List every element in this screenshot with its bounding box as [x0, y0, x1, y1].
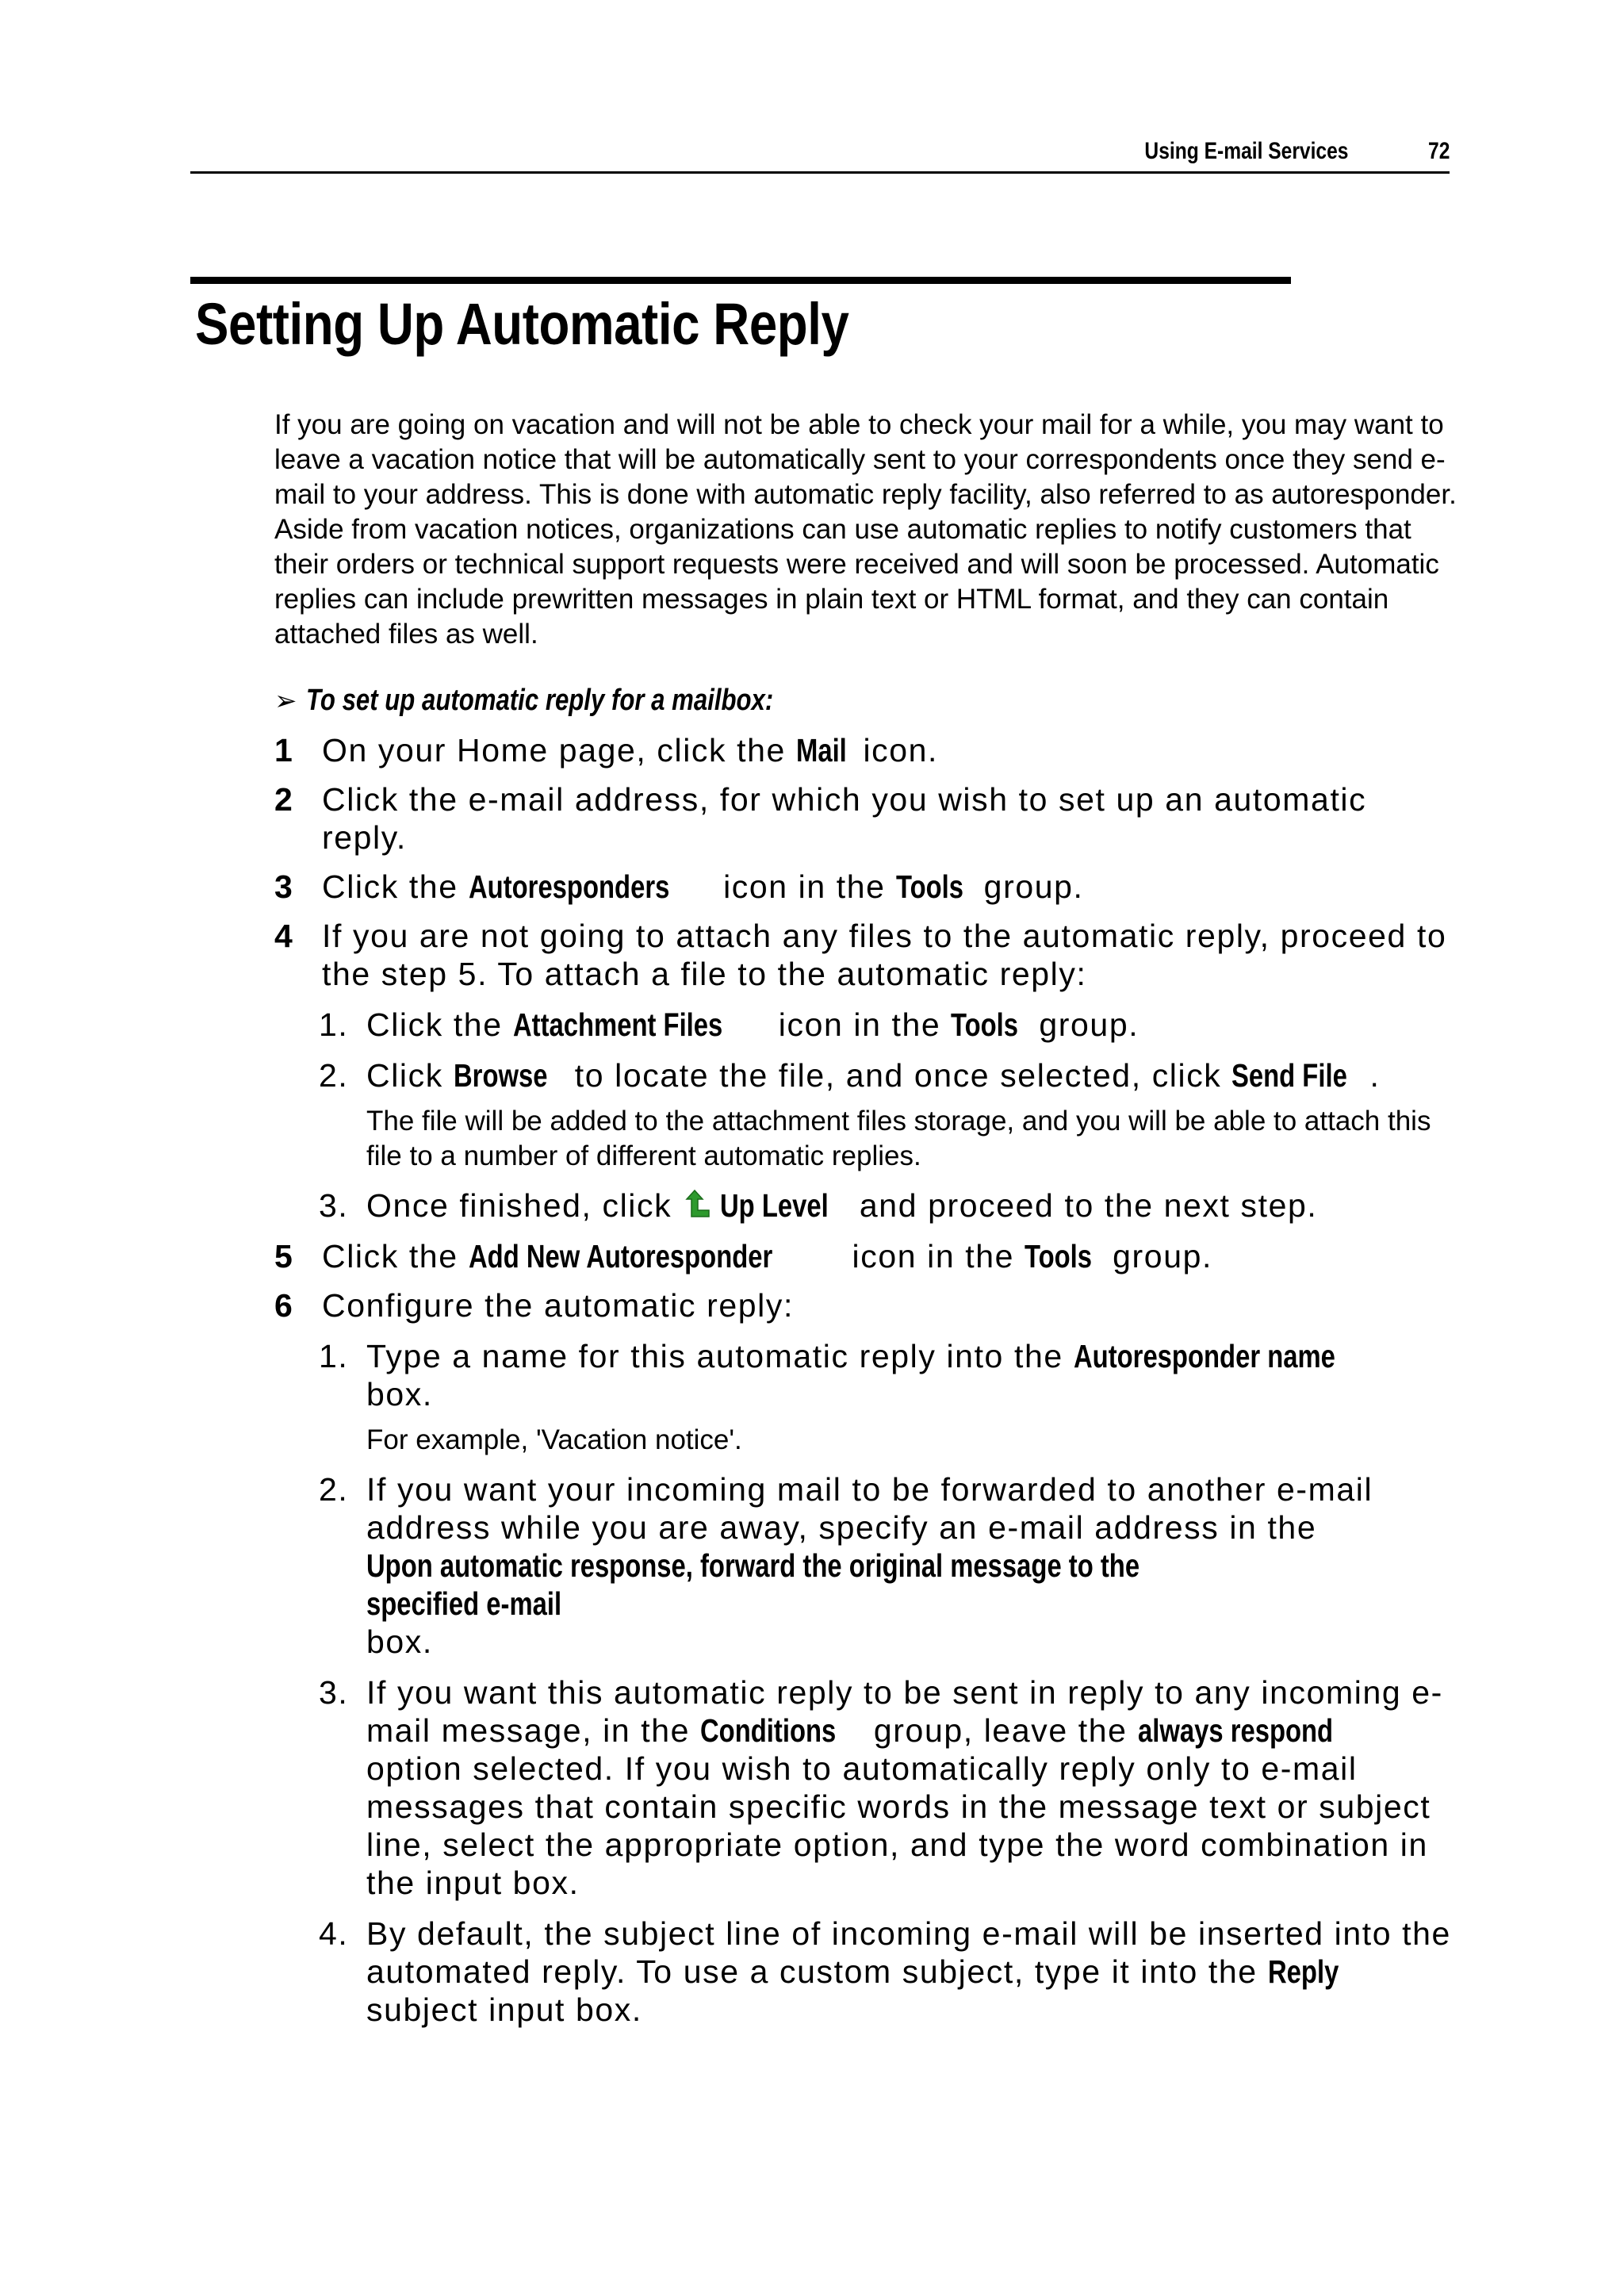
step-number: 5 — [274, 1238, 293, 1274]
sub-step-number: 3. — [319, 1674, 349, 1711]
title-rule — [190, 277, 1291, 284]
step-text: to locate the file, and once selected, click — [564, 1057, 1232, 1094]
note-text: The file will be added to the attachment files storage, and you will be able to attach this file to a number of different automatic replies. — [366, 1106, 1431, 1171]
step-number: 6 — [274, 1287, 293, 1324]
sub-step — [274, 1915, 1456, 2029]
sub-step-number: 2. — [319, 1471, 349, 1508]
step — [274, 917, 1456, 993]
step-text: group, leave the — [863, 1712, 1138, 1749]
sub-step-number: 4. — [319, 1915, 349, 1952]
arrowhead-bullet-icon: ➢ — [274, 686, 297, 716]
step-text: If you want this automatic reply to be sent in reply to any incoming e-mail message, in the — [366, 1674, 1443, 1749]
step — [274, 1286, 1456, 1324]
header-page-number: 72 — [1427, 138, 1450, 164]
step-text: subject input box. — [366, 1991, 642, 2028]
step-text: icon in the — [841, 1238, 1025, 1274]
procedure-heading — [274, 684, 876, 718]
step-text: icon in the — [768, 1006, 952, 1043]
step-text: Click the — [322, 1238, 469, 1274]
step-text: and proceed to the next step. — [848, 1187, 1318, 1224]
step-text: If you want your incoming mail to be forwarded to another e-mail address while you are away, specify an e-mail address in the — [366, 1471, 1373, 1546]
sub-step — [274, 1337, 1456, 1413]
step — [274, 868, 1456, 906]
step-text: icon in the — [713, 868, 896, 905]
step-text: group. — [1102, 1238, 1212, 1274]
sub-step — [274, 1186, 1456, 1225]
step-text: box. — [366, 1623, 433, 1660]
sub-step-number: 1. — [319, 1006, 349, 1043]
header-section-title: Using E-mail Services — [1143, 138, 1348, 164]
step-text: If you are not going to attach any files to the automatic reply, proceed to the step 5. To attach a file to the automatic reply: — [322, 918, 1447, 992]
step-text: Configure the automatic reply: — [322, 1287, 794, 1324]
sub-step-number: 2. — [319, 1057, 349, 1094]
step-text: By default, the subject line of incoming e-mail will be inserted into the automated reply. To use a custom subject, type it into the — [366, 1915, 1451, 1990]
sub-step — [274, 1470, 1456, 1661]
step-text: box. — [366, 1376, 433, 1412]
step-number: 4 — [274, 918, 293, 954]
step-text: Click — [366, 1057, 454, 1094]
ui-term: Send File — [1231, 1057, 1348, 1094]
step-text: group. — [1028, 1006, 1139, 1043]
sub-step — [274, 1056, 1456, 1094]
intro-paragraph — [274, 408, 1464, 652]
ui-term: Tools — [895, 868, 963, 905]
sub-step — [274, 1006, 1456, 1044]
step-number: 2 — [274, 781, 293, 818]
ui-term: Reply — [1267, 1953, 1339, 1990]
step-text: On your Home page, click the — [322, 732, 796, 769]
ui-term: Upon automatic response, forward the original message to the specified e-mail — [366, 1547, 1140, 1622]
ui-term: always respond — [1137, 1712, 1333, 1749]
step-text: icon. — [852, 732, 939, 769]
ui-term: Attachment Files — [512, 1006, 722, 1043]
running-header — [190, 130, 1450, 174]
procedure-steps — [274, 731, 1456, 2029]
page-title: Setting Up Automatic Reply — [195, 291, 849, 357]
ui-term: Up Level — [720, 1187, 829, 1224]
up-level-arrow-icon — [682, 1188, 714, 1220]
intro-text: If you are going on vacation and will not be able to check your mail for a while, you may want to leave a vacation notice that will be automatically sent to your correspondents once they send e-mail to your address. This is done with automatic reply facility, also referred to as autoresponder. Aside from vacation notices, organizations can use automatic replies to notify customers that their orders or technical support requests were received and will soon be processed. Automatic replies can include prewritten messages in plain text or HTML format, and they can contain attached files as well. — [274, 409, 1457, 650]
step — [274, 1237, 1456, 1275]
step-number: 1 — [274, 732, 293, 769]
step-number: 3 — [274, 868, 293, 905]
ui-term: Autoresponder name — [1073, 1338, 1335, 1374]
step-text: group. — [973, 868, 1084, 905]
ui-term: Conditions — [700, 1712, 837, 1749]
ui-term: Tools — [951, 1006, 1019, 1043]
procedure-heading-text: To set up automatic reply for a mailbox: — [306, 684, 774, 717]
ui-term: Autoresponders — [468, 868, 669, 905]
step — [274, 780, 1456, 857]
sub-step — [274, 1673, 1456, 1902]
step-text: . — [1369, 1057, 1381, 1094]
ui-term: Tools — [1025, 1238, 1093, 1274]
step-text: Type a name for this automatic reply into the — [366, 1338, 1074, 1374]
step — [274, 731, 1456, 769]
ui-term: Browse — [453, 1057, 548, 1094]
step-text: option selected. If you wish to automatically reply only to e-mail messages that contain specific words in the message text or subject line, select the appropriate option, and type the word combination in the input box. — [366, 1750, 1431, 1901]
step-text: Click the — [366, 1006, 513, 1043]
step-text: Once finished, click — [366, 1187, 683, 1224]
step-text: Click the e-mail address, for which you wish to set up an automatic reply. — [322, 781, 1367, 856]
sub-step-number: 1. — [319, 1338, 349, 1374]
ui-term: Add New Autoresponder — [468, 1238, 772, 1274]
sub-step-number: 3. — [319, 1187, 349, 1224]
ui-term: Mail — [795, 732, 847, 769]
step-text: Click the — [322, 868, 469, 905]
note-text: For example, 'Vacation notice'. — [366, 1424, 742, 1455]
